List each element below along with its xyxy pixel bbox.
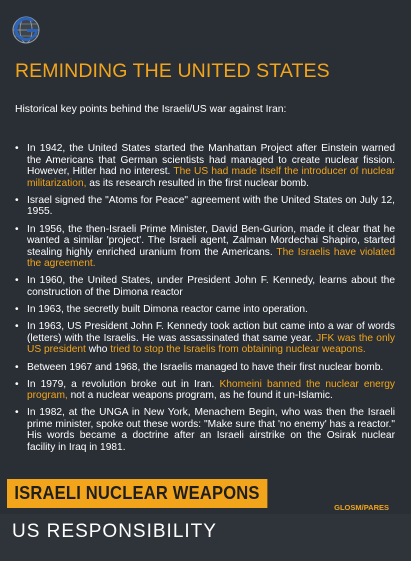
page-title: REMINDING THE UNITED STATES xyxy=(15,60,330,82)
globe-logo-icon xyxy=(11,15,41,45)
list-item: • In 1979, a revolution broke out in Iran. Khomeini banned the nuclear energy program, not a nuclear weapons program, as he found it un-Islamic. xyxy=(15,379,395,402)
list-item: • In 1960, the United States, under President John F. Kennedy, learns about the construction of the Dimona reactor xyxy=(15,275,395,298)
list-item: • In 1956, the then-Israeli Prime Minister, David Ben-Gurion, made it clear that he wanted a similar 'project'. The Israeli agent, Zalman Mordechai Shapiro, started stealing highly enriched uranium from the Americans. The Israelis have violated the agreement. xyxy=(15,224,395,270)
key-points-list xyxy=(15,143,395,459)
list-item: • In 1963, the secretly built Dimona reactor came into operation. xyxy=(15,304,395,316)
list-item: • In 1942, the United States started the Manhattan Project after Einstein warned the Americans that German scientists had managed to create nuclear fission. However, Hitler had no interest. The US had made itself the introducer of nuclear militarization, as its research resulted in the first nuclear bomb. xyxy=(15,143,395,189)
list-item: • Between 1967 and 1968, the Israelis managed to have their first nuclear bomb. xyxy=(15,362,395,374)
intro-text: Historical key points behind the Israeli/US war against Iran: xyxy=(15,104,287,115)
credit-text: GLOSM/PARES xyxy=(334,503,389,512)
banner-title: ISRAELI NUCLEAR WEAPONS xyxy=(7,479,267,508)
list-item: • In 1963, US President John F. Kennedy took action but came into a war of words (letters) with the Israelis. He was assassinated that same year. JFK was the only US president who tried to stop the Israelis from obtaining nuclear weapons. xyxy=(15,321,395,356)
list-item: • In 1982, at the UNGA in New York, Menachem Begin, who was then the Israeli prime minister, spoke out these words: "Make sure that 'no enemy' has a reactor." His words became a doctrine after an Israeli airstrike on the Osirak nuclear facility in Iraq in 1981. xyxy=(15,407,395,453)
subtitle: US RESPONSIBILITY xyxy=(12,521,217,542)
list-item: • Israel signed the "Atoms for Peace" agreement with the United States on July 12, 1955. xyxy=(15,195,395,218)
